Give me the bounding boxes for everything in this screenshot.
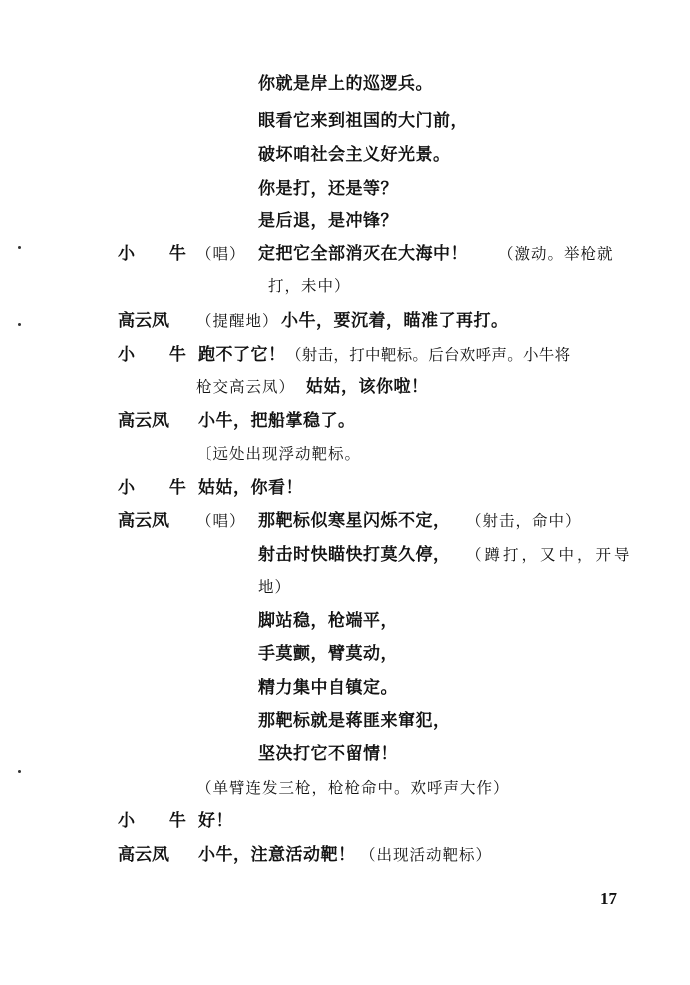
page-number: 17 bbox=[600, 889, 617, 908]
stage-direction: 〔远处出现浮动靶标。 bbox=[196, 445, 362, 463]
speaker-xiaoniu: 小 牛 bbox=[118, 478, 200, 498]
song-line: 坚决打它不留情！ bbox=[258, 744, 398, 764]
stage-direction: （提醒地） bbox=[196, 312, 279, 330]
song-line: 脚站稳，枪端平， bbox=[258, 611, 398, 631]
dialogue-line: 跑不了它！ bbox=[198, 345, 286, 365]
song-line-4: 你是打，还是等？ bbox=[258, 179, 398, 199]
dialogue-line: 小牛，注意活动靶！ bbox=[198, 845, 356, 865]
speaker-gaoyunfeng: 高云凤 bbox=[118, 511, 169, 531]
stage-direction: （出现活动靶标） bbox=[360, 846, 493, 864]
dialogue-line: 小牛，要沉着，瞄准了再打。 bbox=[281, 311, 509, 331]
scan-speck bbox=[18, 323, 21, 326]
dialogue-line: 姑姑，你看！ bbox=[198, 478, 303, 498]
dialogue-line: 小牛，把船掌稳了。 bbox=[198, 411, 356, 431]
song-line: 射击时快瞄快打莫久停， bbox=[258, 545, 451, 565]
speaker-xiaoniu: 小 牛 bbox=[118, 244, 200, 264]
song-line: 那靶标似寒星闪烁不定， bbox=[258, 511, 451, 531]
dialogue-line: 好！ bbox=[198, 811, 233, 831]
speaker-xiaoniu: 小 牛 bbox=[118, 345, 200, 365]
stage-direction: （单臂连发三枪，枪枪命中。欢呼声大作） bbox=[196, 779, 510, 797]
dialogue-line: 姑姑，该你啦！ bbox=[306, 377, 429, 397]
stage-direction-cont: 地） bbox=[258, 578, 292, 596]
song-line-1: 你就是岸上的巡逻兵。 bbox=[258, 74, 433, 94]
song-line-2: 眼看它来到祖国的大门前， bbox=[258, 111, 468, 131]
stage-direction: （射击，命中） bbox=[466, 512, 582, 530]
scan-speck bbox=[18, 246, 21, 249]
speaker-gaoyunfeng: 高云凤 bbox=[118, 411, 169, 431]
sing-direction: （唱） bbox=[196, 512, 246, 530]
stage-direction-cont: 打，未中） bbox=[268, 277, 351, 295]
stage-direction-cont: 枪交高云凤） bbox=[196, 378, 296, 396]
stage-direction: （蹲打，又中，开导 bbox=[466, 546, 633, 564]
scan-speck bbox=[18, 770, 21, 773]
stage-direction: （射击，打中靶标。后台欢呼声。小牛将 bbox=[286, 346, 571, 364]
speaker-xiaoniu: 小 牛 bbox=[118, 811, 200, 831]
song-line-5: 是后退，是冲锋？ bbox=[258, 211, 398, 231]
song-line: 精力集中自镇定。 bbox=[258, 678, 398, 698]
dialogue-line: 定把它全部消灭在大海中！ bbox=[258, 244, 468, 264]
stage-direction: （激动。举枪就 bbox=[498, 245, 614, 263]
song-line: 手莫颤，臂莫动， bbox=[258, 644, 398, 664]
speaker-gaoyunfeng: 高云凤 bbox=[118, 845, 169, 865]
song-line: 那靶标就是蒋匪来窜犯， bbox=[258, 711, 451, 731]
song-line-3: 破坏咱社会主义好光景。 bbox=[258, 145, 451, 165]
sing-direction: （唱） bbox=[196, 245, 246, 263]
speaker-gaoyunfeng: 高云凤 bbox=[118, 311, 169, 331]
